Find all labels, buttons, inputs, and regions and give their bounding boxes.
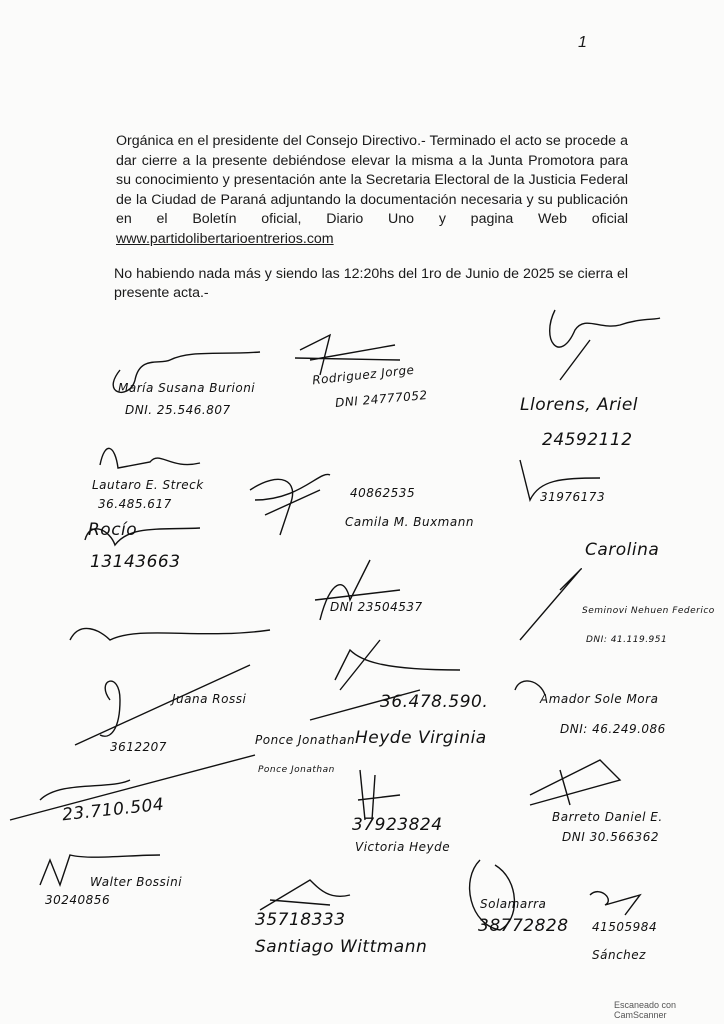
- website-link[interactable]: www.partidolibertarioentrerios.com: [116, 230, 334, 247]
- signatory-id: DNI 30.566362: [562, 830, 659, 844]
- signatory-id: 36.478.590.: [380, 692, 489, 712]
- signatory-name: Camila M. Buxmann: [345, 515, 474, 529]
- signatory-id: DNI: 46.249.086: [560, 722, 666, 736]
- signatory-id: 23.710.504: [61, 794, 166, 826]
- page-number: 1: [578, 34, 587, 51]
- signatory-name: Amador Sole Mora: [540, 692, 659, 706]
- signatory-name: Seminovi Nehuen Federico: [582, 606, 715, 616]
- signature-llorens: [550, 310, 660, 380]
- signatory-name: Walter Bossini: [90, 875, 183, 889]
- signatory-name: Carolina: [585, 540, 660, 560]
- signatory-name: Juana Rossi: [172, 692, 247, 706]
- camscanner-watermark: Escaneado con CamScanner: [614, 1000, 677, 1020]
- signatory-id: 38772828: [478, 916, 569, 936]
- signatory-id: 40862535: [350, 486, 416, 500]
- signatory-id: DNI. 25.546.807: [125, 403, 231, 417]
- signatory-name: Barreto Daniel E.: [552, 810, 663, 824]
- signatory-name: Ponce Jonathan: [258, 765, 335, 775]
- signatory-name: Heyde Virginia: [355, 728, 487, 748]
- signatory-id: 35718333: [255, 910, 346, 930]
- signatory-name: Santiago Wittmann: [255, 937, 428, 957]
- signatory-id: DNI 24777052: [334, 387, 429, 411]
- closing-paragraph: Orgánica en el presidente del Consejo Directivo.- Terminado el acto se procede a dar cierre a la presente debiéndose elevar la misma a la Junta Promotora para su conocimiento y presentación ante la Secretaria Electoral de la Justicia Federal de la Ciudad de Paraná adjuntando la documentación necesaria y su publicación en el Boletín oficial, Diario Uno y pagina Web oficial www.partidolibertarioentrerios.com: [116, 133, 628, 247]
- signature-victoria: [358, 770, 400, 820]
- signatory-id: 13143663: [90, 552, 181, 572]
- signatory-name: Rocío: [88, 520, 138, 540]
- signatory-name: Lautaro E. Streck: [92, 478, 204, 492]
- signature-buxmann: [250, 474, 330, 535]
- signatory-id: DNI: 41.119.951: [586, 635, 668, 645]
- signature-streck: [100, 448, 200, 468]
- signatory-id: 3612207: [110, 740, 167, 754]
- signatory-id: 36.485.617: [98, 497, 172, 511]
- signatory-name: Solamarra: [480, 897, 547, 911]
- signatory-id: 30240856: [45, 893, 111, 907]
- signatory-name: Victoria Heyde: [355, 840, 451, 854]
- signature-baez: [70, 628, 270, 640]
- signature-barreto: [530, 760, 620, 805]
- closing-statement: No habiendo nada más y siendo las 12:20hs del 1ro de Junio de 2025 se cierra el presente acta.-: [114, 265, 628, 302]
- signature-sanchez: [590, 892, 640, 915]
- signatory-id: 24592112: [542, 430, 633, 450]
- signature-santiago: [260, 880, 350, 910]
- signatory-name: Sánchez: [592, 948, 646, 962]
- signatory-name: Rodriguez Jorge: [311, 362, 416, 388]
- signatory-name: María Susana Burioni: [118, 381, 256, 395]
- signature-seminovi: [520, 569, 581, 640]
- signatory-id: 37923824: [352, 815, 443, 835]
- signatory-name: Llorens, Ariel: [520, 395, 639, 415]
- signatory-name: Ponce Jonathan: [255, 733, 356, 747]
- signatory-id: DNI 23504537: [330, 600, 423, 614]
- signatory-id: 31976173: [540, 490, 606, 504]
- signatory-id: 41505984: [592, 920, 658, 934]
